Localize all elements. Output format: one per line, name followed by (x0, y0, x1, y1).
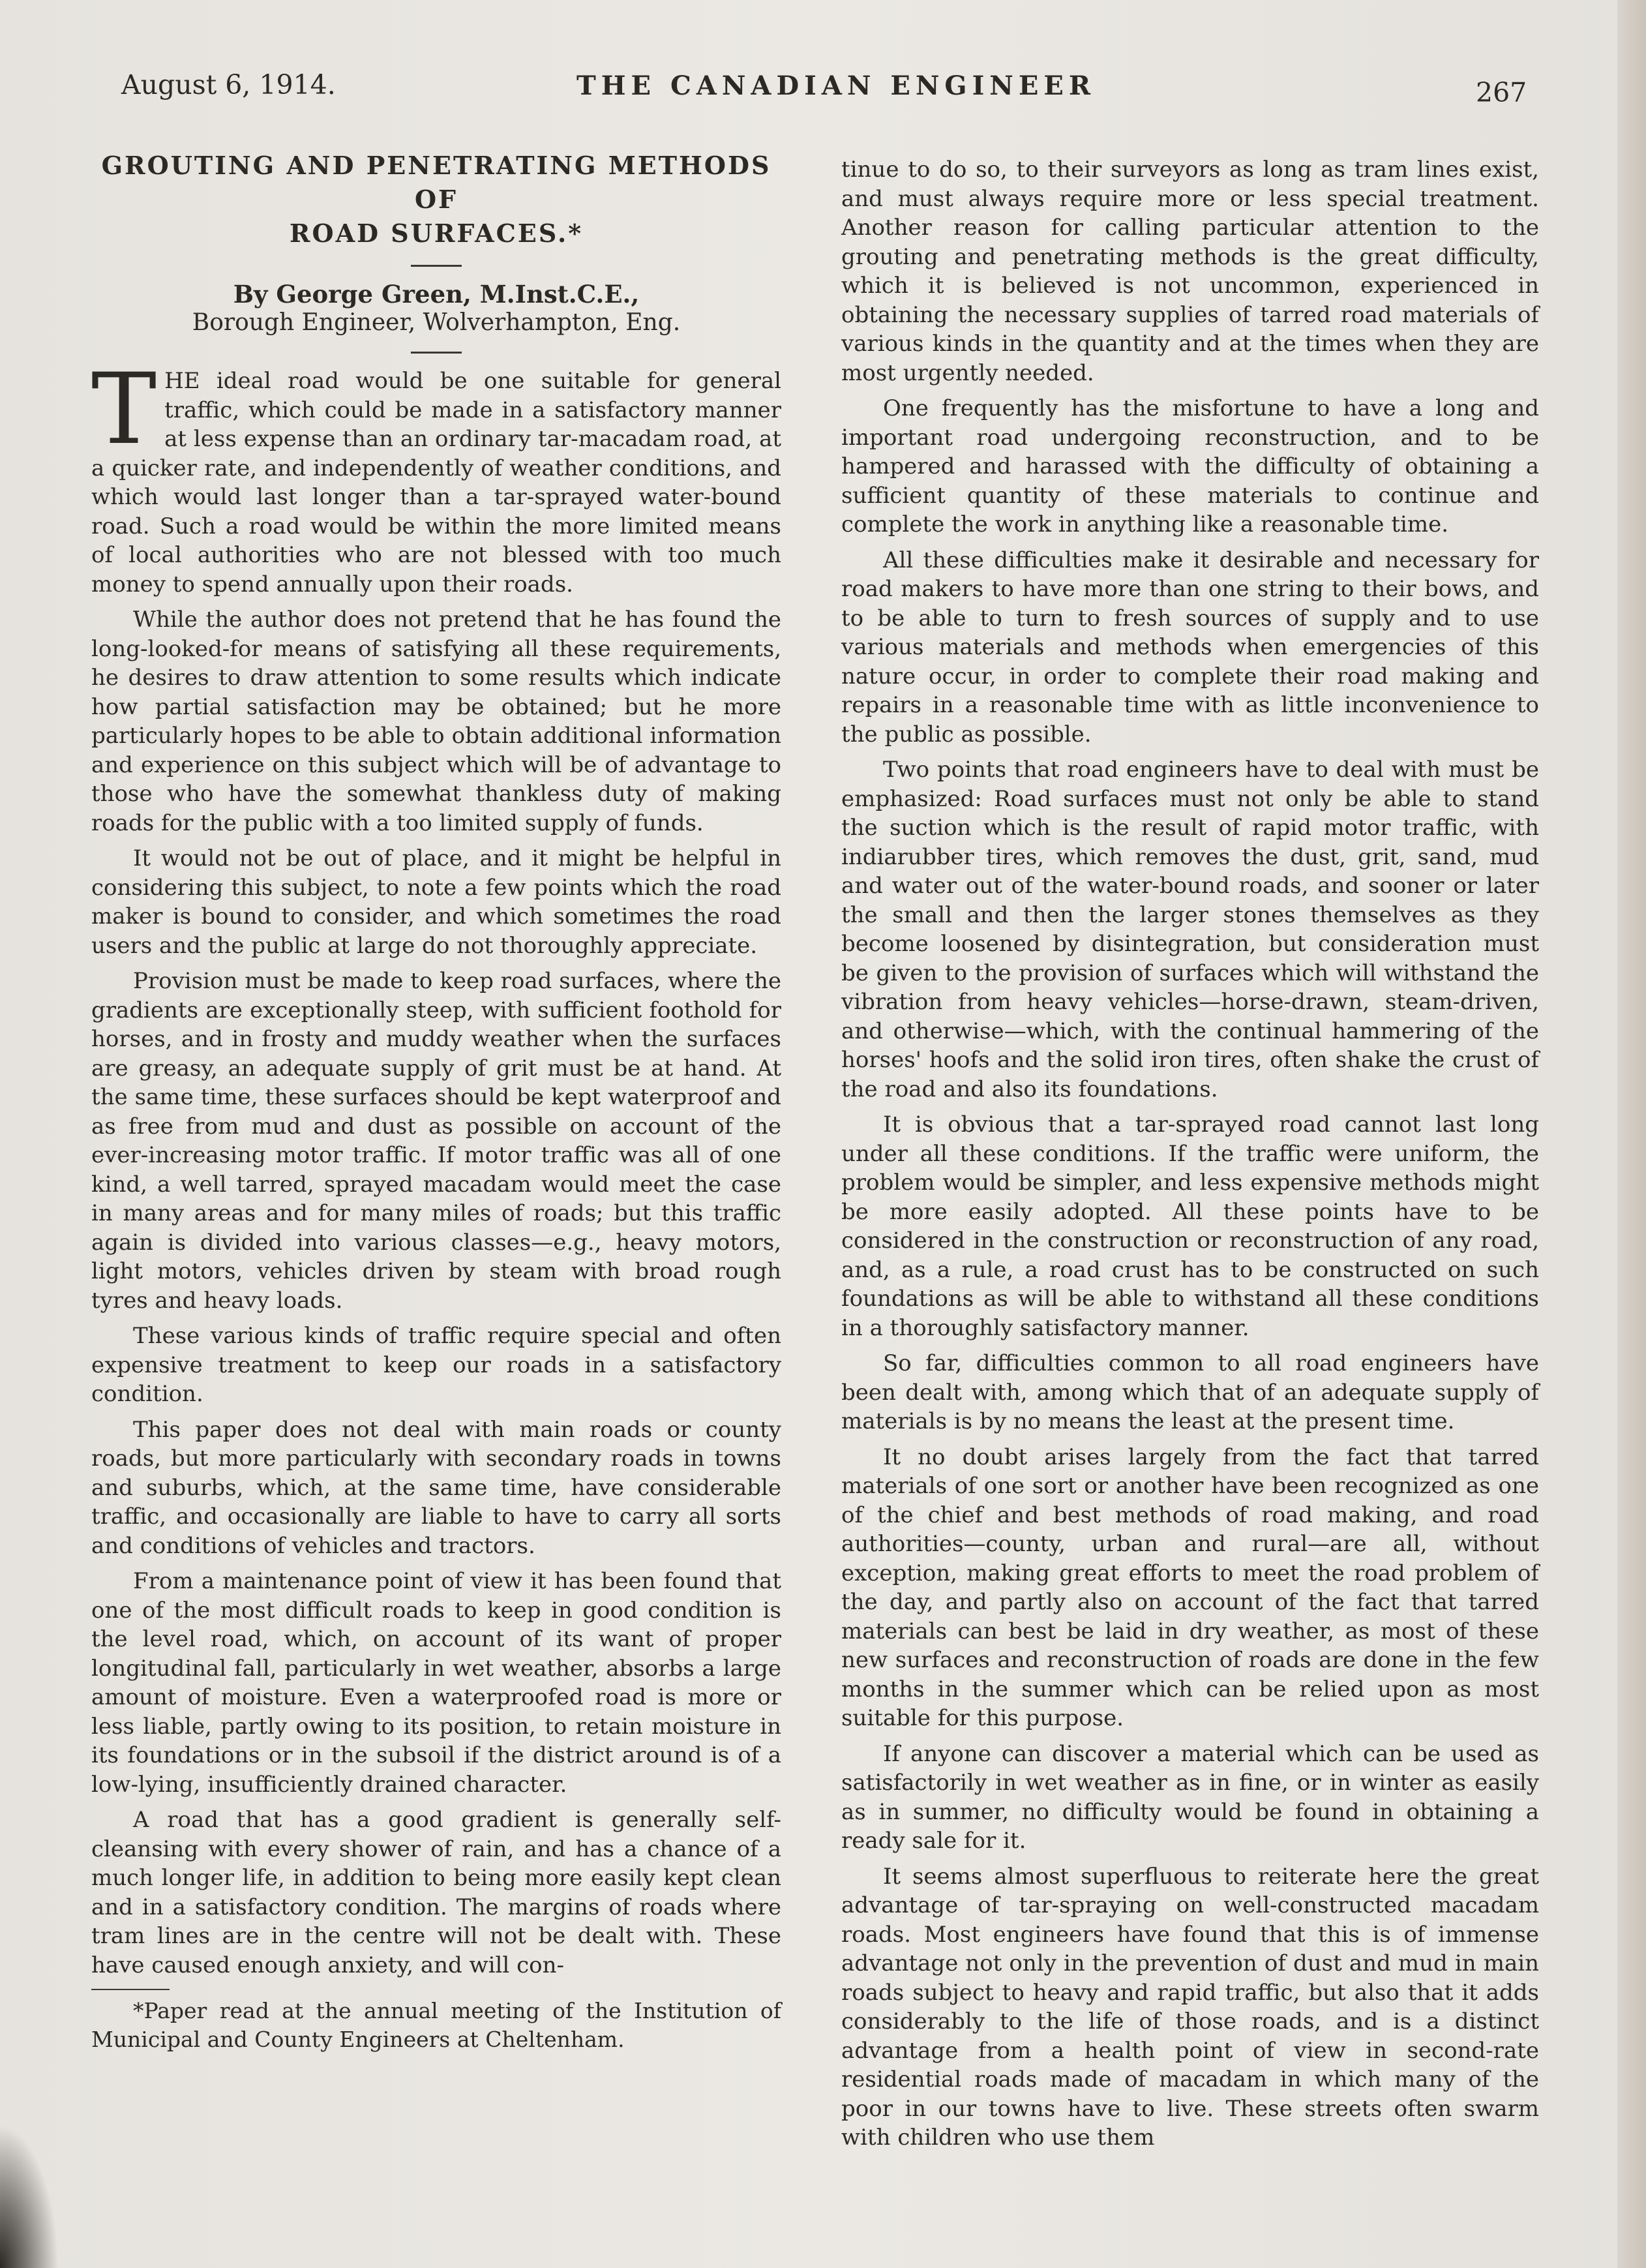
paragraph: From a maintenance point of view it has been found that one of the most difficult roads to keep in good condition is the level road, which, on account of its want of proper longitudinal fall, particularly in wet weather, absorbs a large amount of moisture. Even a waterproofed road is more or less liable, partly owing to its position, to retain moisture in its foundations or in the subsoil if the district around is of a low-lying, insufficiently drained character. (91, 1568, 781, 1798)
paragraph: It is obvious that a tar-sprayed road cannot last long under all these conditions. If the traffic were uniform, the problem would be simpler, and less expensive methods might be more easily adopted. All these points have to be considered in the construction or reconstruction of any road, and, as a rule, a road crust has to be constructed on such foundations as will be able to withstand all these conditions in a thoroughly satisfactory manner. (841, 1111, 1539, 1341)
page-edge (1617, 0, 1646, 2268)
paragraph: So far, difficulties common to all road engineers have been dealt with, among which that of an adequate supply of materials is by no means the least at the present time. (841, 1350, 1539, 1434)
paragraph: This paper does not deal with main roads or county roads, but more particularly with secondary roads in towns and suburbs, which, at the same time, have considerable traffic, and occasionally are liable to have to carry all sorts and conditions of vehicles and tractors. (91, 1416, 781, 1559)
article-title-line1: GROUTING AND PENETRATING METHODS OF (101, 151, 771, 214)
right-column (841, 155, 1539, 2159)
paragraph: Provision must be made to keep road surfaces, where the gradients are exceptionally steep, with sufficient foothold for horses, and in frosty and muddy weather when the surfaces are greasy, an adequate supply of grit must be at hand. At the same time, these surfaces should be kept waterproof and as free from mud and dust as possible on account of the ever-increasing motor traffic. If motor traffic was all of one kind, a well tarred, sprayed macadam would meet the case in many areas and for many miles of roads; but this traffic again is divided into various classes—e.g., heavy motors, light motors, vehicles driven by steam with broad rough tyres and heavy loads. (91, 968, 781, 1314)
paragraph: Two points that road engineers have to deal with must be emphasized: Road surfaces must not only be able to stand the suction which is the result of rapid motor traffic, with indiarubber tires, which removes the dust, grit, sand, mud and water out of the water-bound roads, and sooner or later the small and then the larger stones themselves as they become loosened by disintegration, but consideration must be given to the provision of surfaces which will withstand the vibration from heavy vehicles—horse-drawn, steam-driven, and otherwise—which, with the continual hammering of the horses' hoofs and the solid iron tires, often shake the crust of the road and also its foundations. (841, 757, 1539, 1102)
paragraph: It no doubt arises largely from the fact that tarred materials of one sort or another have been recognized as one of the chief and best methods of road making, and road authorities—county, urban and rural—are all, without exception, making great efforts to meet the road problem of the day, and partly also on account of the fact that tarred materials can best be laid in dry weather, as most of these new surfaces and reconstruction of roads are done in the few months in the summer which can be relied upon as most suitable for this purpose. (841, 1444, 1539, 1731)
author-affiliation: Borough Engineer, Wolverhampton, Eng. (192, 309, 681, 336)
paragraph: These various kinds of traffic require special and often expensive treatment to keep our roads in a satisfactory condition. (91, 1323, 781, 1407)
paragraph: All these difficulties make it desirable and necessary for road makers to have more than one string to their bows, and to be able to turn to fresh sources of supply and to use various materials and methods when emergencies of this nature occur, in order to complete their road making and repairs in a reasonable time with as little inconvenience to the public as possible. (841, 547, 1539, 748)
paragraph: While the author does not pretend that he has found the long-looked-for means of satisfying all these requirements, he desires to draw attention to some results which indicate how partial satisfaction may be obtained; but he more particularly hopes to be able to obtain additional information and experience on this subject which will be of advantage to those who have the somewhat thankless duty of making roads for the public with a too limited supply of funds. (91, 607, 781, 836)
paragraph: If anyone can discover a material which can be used as satisfactorily in wet weather as in fine, or in winter as easily as in summer, no difficulty would be found in obtaining a ready sale for it. (841, 1740, 1539, 1854)
left-body-text (91, 353, 781, 2054)
paragraph: It seems almost superfluous to reiterate here the great advantage of tar-spraying on well-constructed macadam roads. Most engineers have found that this is of immense advantage not only in the prevention of dust and mud in main roads subject to heavy and rapid traffic, but also that it adds considerably to the life of those roads, and is a distinct advantage from a health point of view in second-rate residential roads made of macadam in which many of the poor in our towns have to live. These streets often swarm with children who use them (841, 1863, 1539, 2151)
author-byline: By George Green, M.Inst.C.E., (233, 280, 640, 309)
paragraph: It would not be out of place, and it might be helpful in considering this subject, to note a few points which the road maker is bound to consider, and which sometimes the road users and the public at large do not thoroughly appreciate. (91, 845, 781, 959)
paragraph: One frequently has the misfortune to have a long and important road undergoing reconstruction, and to be hampered and harassed with the difficulty of obtaining a sufficient quantity of these materials to continue and complete the work in anything like a reasonable time. (841, 395, 1539, 537)
paragraph-text: HE ideal road would be one suitable for general traffic, which could be made in a satisfactory manner at less expense than an ordinary tar-macadam road, at a quicker rate, and independently of weather conditions, and which would last longer than a tar-sprayed water-bound road. Such a road would be within the more limited means of local authorities who are not blessed with too much money to spend annually upon their roads. (91, 368, 781, 597)
footnote: *Paper read at the annual meeting of the Institution of Municipal and County Engineers at Cheltenham. (91, 1998, 781, 2052)
footnote-rule (91, 1989, 170, 1990)
paragraph: tinue to do so, to their surveyors as long as tram lines exist, and must always require more or less special treatment. Another reason for calling particular attention to the grouting and penetrating methods is the great difficulty, which it is believed is not uncommon, experienced in obtaining the necessary supplies of tarred road materials of various kinds in the quantity and at the times when they are most urgently needed. (841, 157, 1539, 386)
title-rule (411, 265, 462, 267)
paragraph (91, 353, 781, 599)
drop-cap: T (91, 353, 157, 466)
right-body-text (841, 155, 1539, 2153)
article-title-line2: ROAD SURFACES.* (289, 219, 584, 248)
left-column (91, 149, 781, 2061)
header-page-number: 267 (1476, 77, 1527, 108)
byline-rule (411, 352, 462, 354)
header-journal-title: THE CANADIAN ENGINEER (576, 70, 1096, 101)
corner-shadow (0, 2124, 59, 2268)
header-date: August 6, 1914. (121, 69, 336, 100)
article-title (91, 149, 781, 250)
paragraph: A road that has a good gradient is generally self-cleansing with every shower of rain, and has a chance of a much longer life, in addition to being more easily kept clean and in a satisfactory condition. The margins of roads where tram lines are in the centre will not be dealt with. These have caused enough anxiety, and will con- (91, 1807, 781, 1978)
